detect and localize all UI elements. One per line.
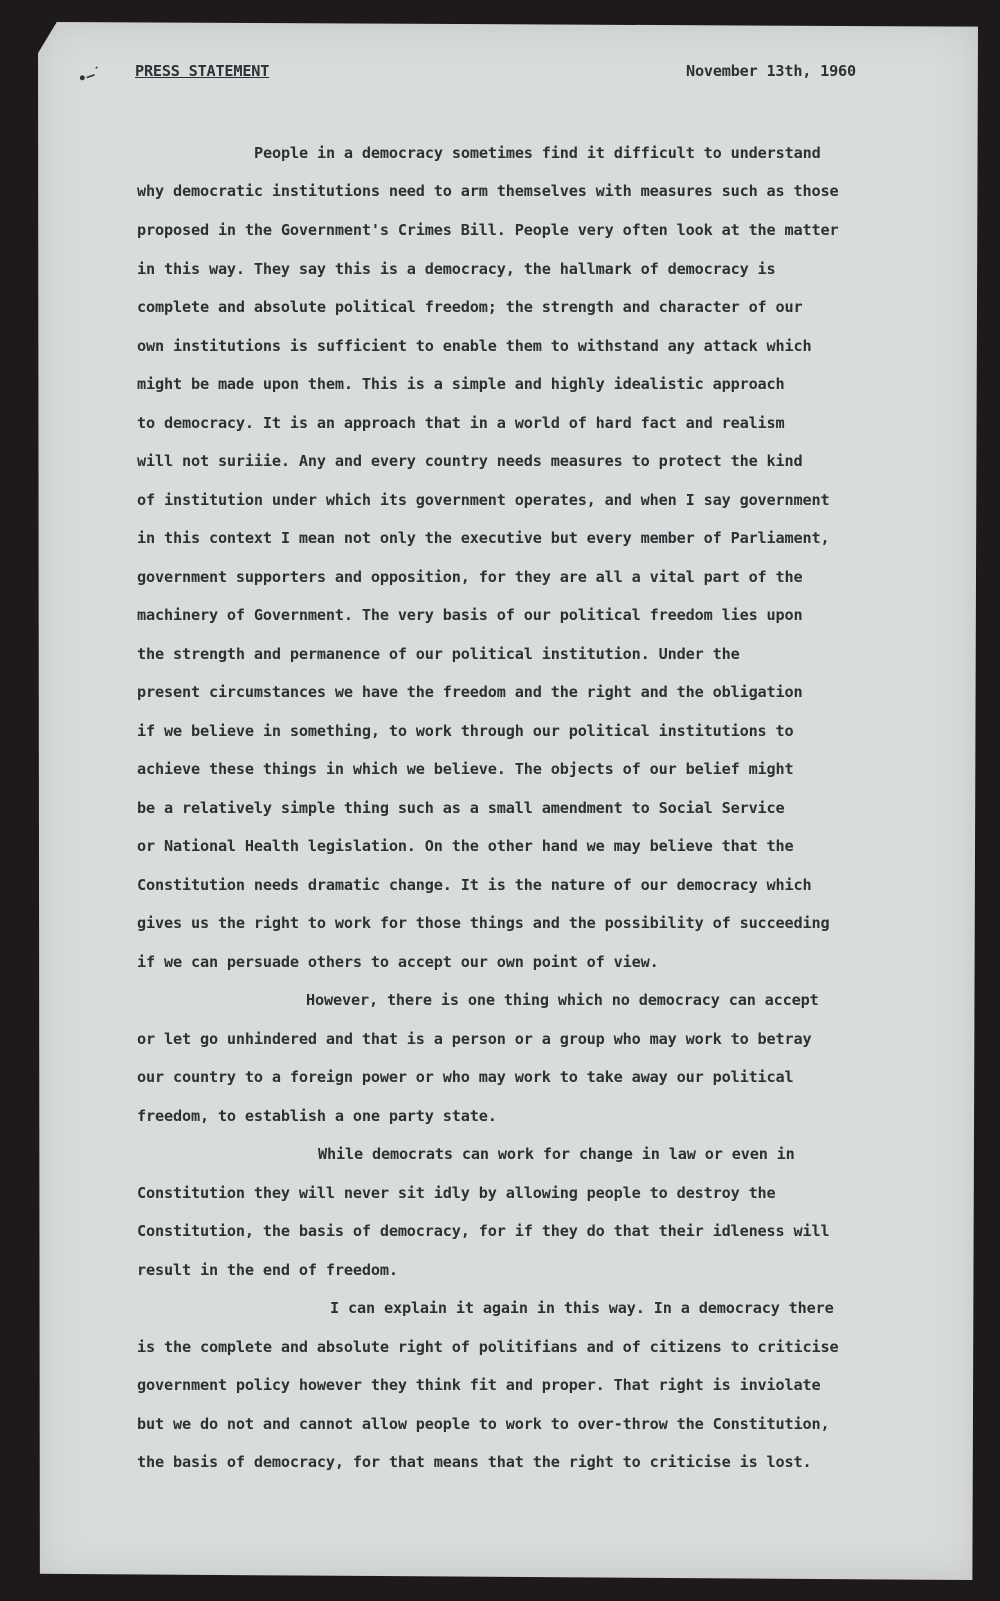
body-line: Constitution needs dramatic change. It is the nature of our democracy which (137, 876, 812, 894)
body-line: of institution under which its government operates, and when I say government (137, 491, 830, 509)
body-line: to democracy. It is an approach that in a world of hard fact and realism (137, 414, 785, 432)
body-line: but we do not and cannot allow people to work to over-throw the Constitution, (137, 1415, 830, 1433)
body-line: People in a democracy sometimes find it difficult to understand (254, 144, 821, 162)
body-line: However, there is one thing which no democracy can accept (306, 991, 819, 1009)
body-line: will not suriiie. Any and every country needs measures to protect the kind (137, 452, 803, 470)
body-line: is the complete and absolute right of politifians and of citizens to criticise (137, 1338, 839, 1356)
body-line: why democratic institutions need to arm themselves with measures such as those (137, 182, 839, 200)
body-line: result in the end of freedom. (137, 1261, 398, 1279)
body-line: machinery of Government. The very basis of our political freedom lies upon (137, 606, 803, 624)
body-line: government supporters and opposition, for they are all a vital part of the (137, 568, 803, 586)
body-line: freedom, to establish a one party state. (137, 1107, 497, 1125)
body-line: in this context I mean not only the executive but every member of Parliament, (137, 529, 830, 547)
body-line: While democrats can work for change in law or even in (318, 1145, 795, 1163)
body-line: Constitution, the basis of democracy, for if they do that their idleness will (137, 1222, 830, 1240)
body-line: achieve these things in which we believe. The objects of our belief might (137, 760, 794, 778)
body-line: our country to a foreign power or who may work to take away our political (137, 1068, 794, 1086)
body-line: be a relatively simple thing such as a small amendment to Social Service (137, 799, 785, 817)
body-line: in this way. They say this is a democracy, the hallmark of democracy is (137, 260, 776, 278)
body-line: present circumstances we have the freedom and the right and the obligation (137, 683, 803, 701)
body-line: gives us the right to work for those things and the possibility of succeeding (137, 914, 830, 932)
body-line: Constitution they will never sit idly by allowing people to destroy the (137, 1184, 776, 1202)
body-line: proposed in the Government's Crimes Bill. People very often look at the matter (137, 221, 839, 239)
body-line: if we can persuade others to accept our own point of view. (137, 953, 659, 971)
body-line: complete and absolute political freedom; the strength and character of our (137, 298, 803, 316)
body-line: might be made upon them. This is a simple and highly idealistic approach (137, 375, 785, 393)
document-heading: PRESS STATEMENT (135, 62, 270, 80)
body-line: if we believe in something, to work through our political institutions to (137, 722, 794, 740)
document-date: November 13th, 1960 (686, 62, 856, 80)
body-line: the basis of democracy, for that means that the right to criticise is lost. (137, 1453, 812, 1471)
body-line: or National Health legislation. On the other hand we may believe that the (137, 837, 794, 855)
body-line: the strength and permanence of our political institution. Under the (137, 645, 740, 663)
body-line: I can explain it again in this way. In a democracy there (330, 1299, 834, 1317)
pen-mark: •–˙ (76, 64, 106, 88)
body-line: government policy however they think fit and proper. That right is inviolate (137, 1376, 821, 1394)
body-line: or let go unhindered and that is a person or a group who may work to betray (137, 1030, 812, 1048)
body-line: own institutions is sufficient to enable them to withstand any attack which (137, 337, 812, 355)
